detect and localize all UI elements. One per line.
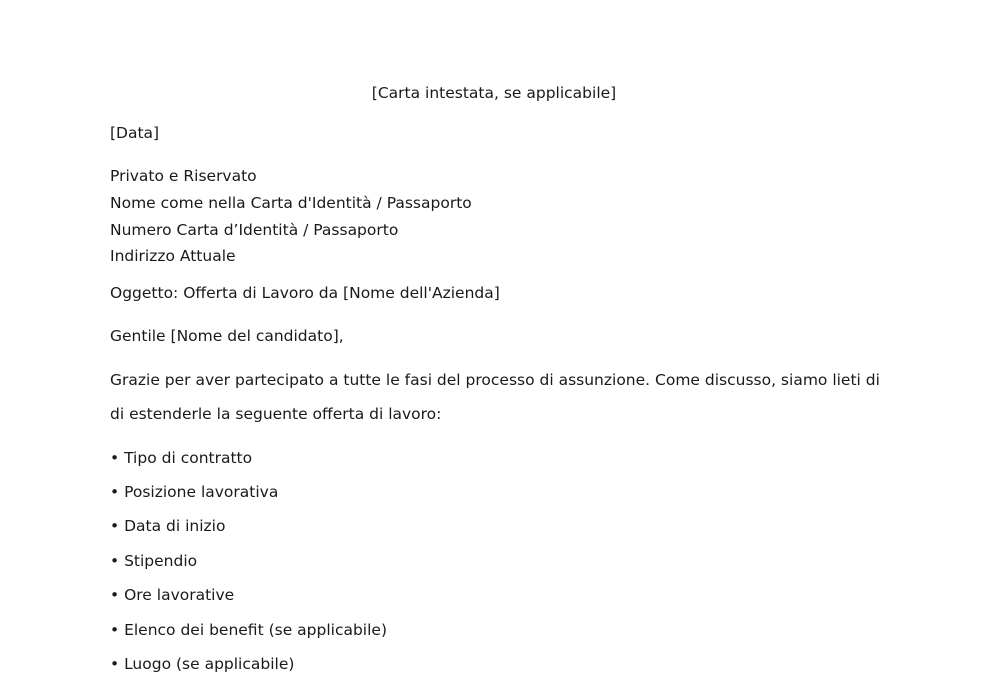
offer-item-benefits: • Elenco dei benefit (se applicabile) — [110, 621, 388, 639]
recipient-name: Nome come nella Carta d'Identità / Passaporto — [110, 194, 472, 212]
offer-item-working-hours: • Ore lavorative — [110, 586, 235, 604]
body-paragraph-line-1: Grazie per aver partecipato a tutte le fasi del processo di assunzione. Come discusso, siamo lieti di — [110, 371, 880, 389]
subject-line: Oggetto: Offerta di Lavoro da [Nome dell'Azienda] — [110, 284, 500, 302]
body-paragraph-line-2: di estenderle la seguente offerta di lavoro: — [110, 405, 442, 423]
offer-item-start-date: • Data di inizio — [110, 517, 226, 535]
offer-item-position: • Posizione lavorativa — [110, 483, 279, 501]
offer-item-location: • Luogo (se applicabile) — [110, 655, 295, 673]
salutation: Gentile [Nome del candidato], — [110, 327, 344, 345]
letterhead-placeholder: [Carta intestata, se applicabile] — [371, 84, 617, 102]
recipient-address: Indirizzo Attuale — [110, 247, 236, 265]
date-placeholder: [Data] — [110, 124, 160, 142]
recipient-id-number: Numero Carta d’Identità / Passaporto — [110, 221, 399, 239]
offer-item-contract-type: • Tipo di contratto — [110, 449, 253, 467]
confidential-label: Privato e Riservato — [110, 167, 257, 185]
offer-item-salary: • Stipendio — [110, 552, 198, 570]
